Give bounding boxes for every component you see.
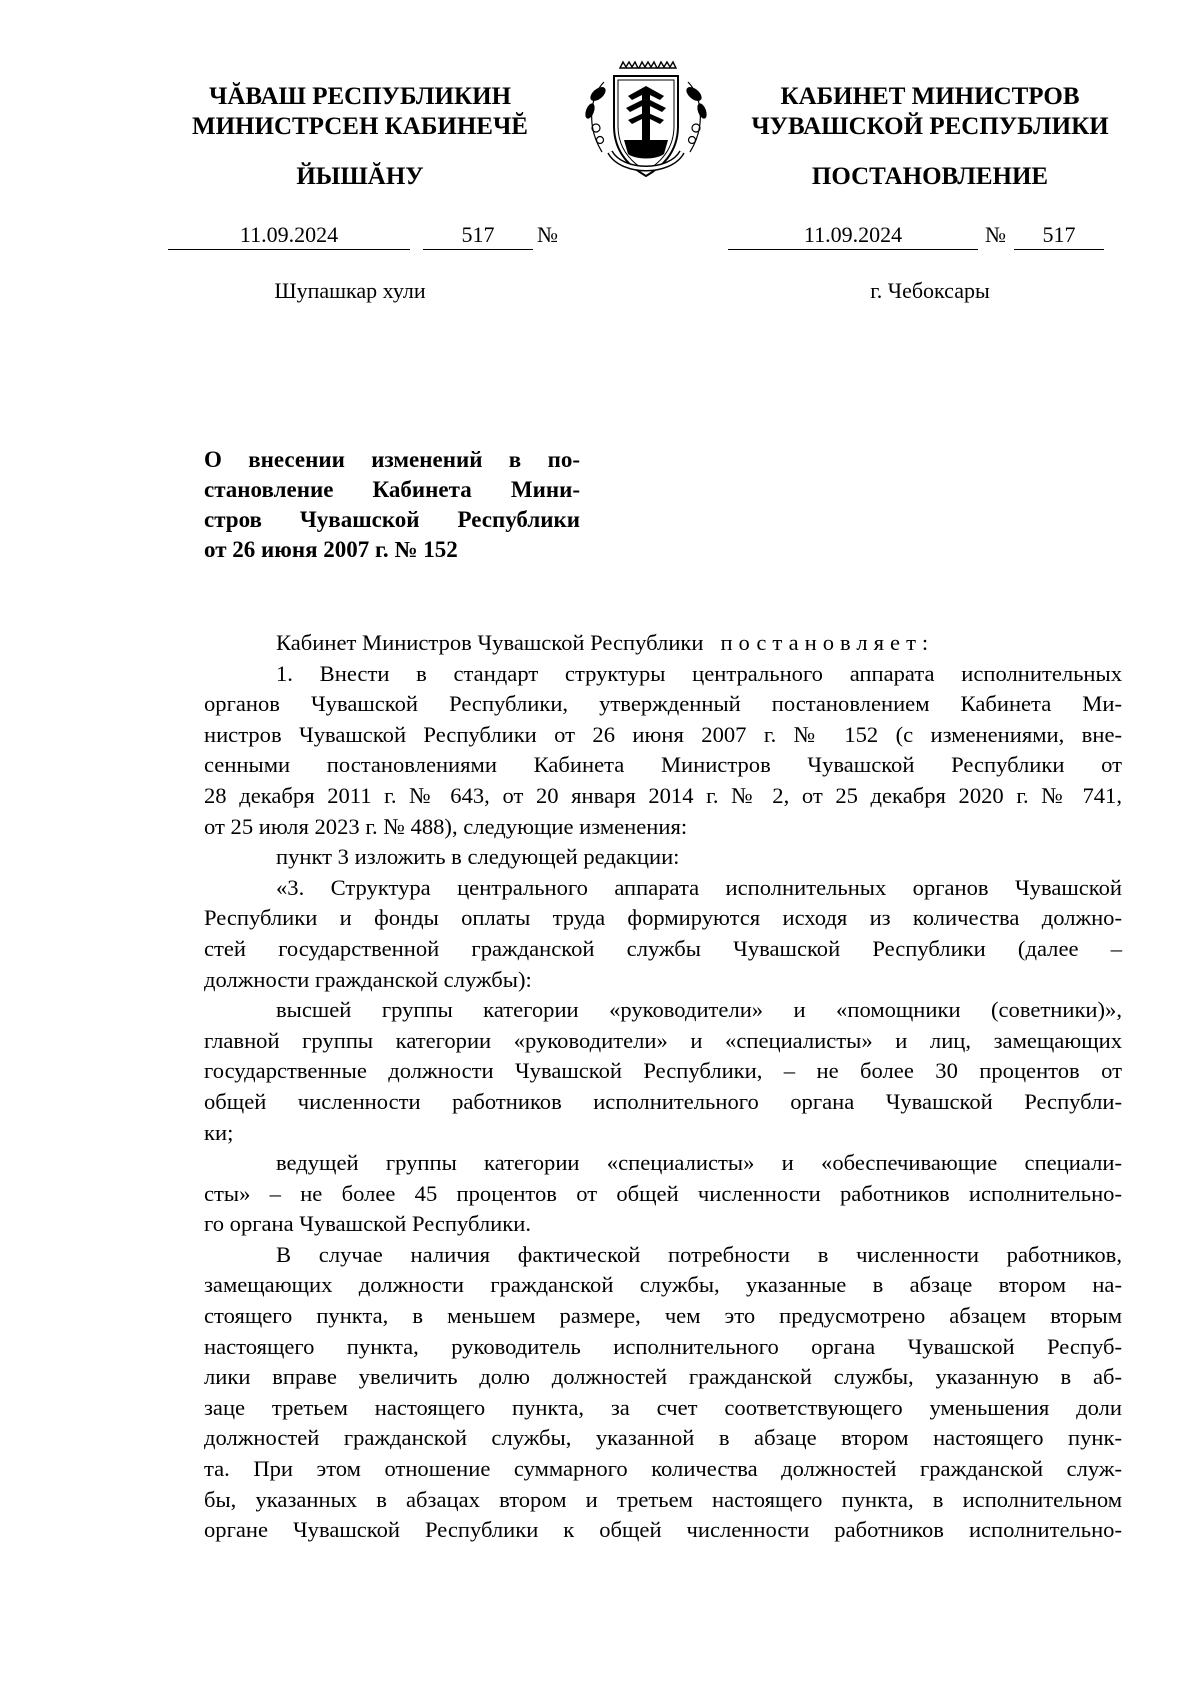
- header-left-doc-type: ЙЫШĂНУ: [296, 163, 424, 190]
- title-line: становление Кабинета Мини-: [204, 477, 580, 502]
- body-line: лики вправе увеличить долю должностей гражданской службы, указанную в аб-: [204, 1364, 1122, 1390]
- header-right-line1: КАБИНЕТ МИНИСТРОВ: [780, 83, 1080, 110]
- intro-text: Кабинет Министров Чувашской Республики: [276, 630, 704, 655]
- body-line: пункт 3 изложить в следующей редакции:: [276, 844, 680, 870]
- header-left-number: 517: [423, 222, 533, 250]
- body-line: от 25 июля 2023 г. № 488), следующие изменения:: [204, 813, 688, 839]
- title-line: от 26 июня 2007 г. № 152: [204, 537, 458, 562]
- body-line: стей государственной гражданской службы Чувашской Республики (далее –: [204, 935, 1122, 961]
- body-line: органе Чувашской Республики к общей численности работников исполнительно-: [204, 1517, 1122, 1543]
- document-title: [204, 445, 580, 565]
- body-line: «3. Структура центрального аппарата исполнительных органов Чувашской: [276, 874, 1122, 900]
- body-line: Республики и фонды оплаты труда формируются исходя из количества должно-: [204, 905, 1122, 931]
- header-right-city: г. Чебоксары: [870, 278, 990, 303]
- coat-of-arms-icon: [576, 56, 716, 184]
- header-right-number-sign: №: [985, 222, 1006, 247]
- body-line: стоящего пункта, в меньшем размере, чем это предусмотрено абзацем вторым: [204, 1303, 1122, 1329]
- intro-line: [204, 628, 1122, 659]
- body-line: та. При этом отношение суммарного количества должностей гражданской служ-: [204, 1456, 1122, 1482]
- header-left-date: 11.09.2024: [168, 222, 410, 250]
- body-line: главной группы категории «руководители» и «специалисты» и лиц, замещающих: [204, 1027, 1122, 1053]
- body-line: должностей гражданской службы, указанной в абзаце втором настоящего пунк-: [204, 1425, 1122, 1451]
- body-line: нистров Чувашской Республики от 26 июня 2007 г. № 152 (с изменениями, вне-: [204, 721, 1122, 747]
- header-right-number-row: [600, 222, 1200, 252]
- body-line: ки;: [204, 1119, 234, 1145]
- header-right-title: [720, 82, 1140, 142]
- header-right-doc-type: ПОСТАНОВЛЕНИЕ: [811, 163, 1049, 190]
- body-line: сенными постановлениями Кабинета Министров Чувашской Республики от: [204, 752, 1122, 778]
- body-line: го органа Чувашской Республики.: [204, 1211, 531, 1237]
- body-line: должности гражданской службы):: [204, 966, 532, 992]
- body-line: высшей группы категории «руководители» и «помощники (советники)»,: [276, 997, 1122, 1023]
- body-line: общей численности работников исполнительного органа Чувашской Республи-: [204, 1088, 1122, 1114]
- header-left-title: [150, 82, 570, 142]
- body-line: В случае наличия фактической потребности в численности работников,: [276, 1241, 1122, 1267]
- document-body: [204, 628, 1122, 1546]
- header-left-line2: МИНИСТРСЕН КАБИНЕЧĔ: [192, 113, 528, 140]
- body-line: 28 декабря 2011 г. № 643, от 20 января 2014 г. № 2, от 25 декабря 2020 г. № 741,: [204, 782, 1122, 808]
- header-left-number-row: [0, 222, 600, 252]
- intro-verb: постановляет:: [720, 630, 935, 655]
- header-left-number-sign: №: [537, 222, 558, 247]
- body-line: ведущей группы категории «специалисты» и «обеспечивающие специали-: [276, 1150, 1122, 1176]
- body-line: настоящего пункта, руководитель исполнительного органа Чувашской Респуб-: [204, 1333, 1122, 1359]
- header-left-city: Шупашкар хули: [274, 278, 426, 303]
- body-lines: [204, 659, 1122, 1546]
- header-right-date: 11.09.2024: [728, 222, 978, 250]
- header-right-number: 517: [1014, 222, 1104, 250]
- body-line: бы, указанных в абзацах втором и третьем настоящего пункта, в исполнительном: [204, 1486, 1122, 1512]
- header-right-line2: ЧУВАШСКОЙ РЕСПУБЛИКИ: [751, 113, 1109, 140]
- body-line: замещающих должности гражданской службы, указанные в абзаце втором на-: [204, 1272, 1122, 1298]
- title-line: стров Чувашской Республики: [204, 507, 580, 532]
- body-line: 1. Внести в стандарт структуры центрального аппарата исполнительных: [276, 660, 1122, 686]
- body-line: органов Чувашской Республики, утвержденный постановлением Кабинета Ми-: [204, 691, 1122, 717]
- header-left-line1: ЧĂВАШ РЕСПУБЛИКИН: [208, 83, 512, 110]
- body-line: сты» – не более 45 процентов от общей численности работников исполнительно-: [204, 1180, 1122, 1206]
- body-line: государственные должности Чувашской Республики, – не более 30 процентов от: [204, 1058, 1122, 1084]
- title-line: О внесении изменений в по-: [204, 447, 580, 472]
- body-line: заце третьем настоящего пункта, за счет соответствующего уменьшения доли: [204, 1394, 1122, 1420]
